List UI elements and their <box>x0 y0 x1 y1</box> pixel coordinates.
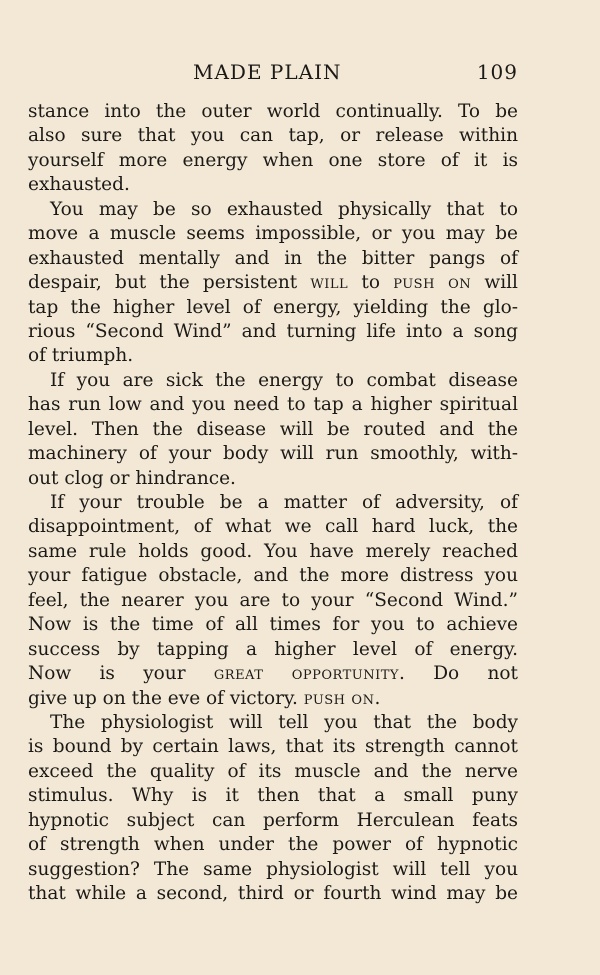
text-line: The physiologist will tell you that the body <box>50 711 518 733</box>
text-line: exhausted mentally and in the bitter pangs of <box>28 247 518 269</box>
text-line: exceed the quality of its muscle and the nerve <box>28 760 518 782</box>
body-text <box>28 100 518 906</box>
text-line: same rule holds good. You have merely reached <box>28 540 518 562</box>
text-line: If you are sick the energy to combat disease <box>50 369 518 391</box>
text-line: has run low and you need to tap a higher spiritual <box>28 394 518 416</box>
text-line: If your trouble be a matter of adversity, of <box>50 492 518 513</box>
text-line: tap the higher level of energy, yielding the glo- <box>28 296 518 318</box>
text-line: success by tapping a higher level of energy. <box>28 638 518 660</box>
text-line: that while a second, third or fourth wind may be <box>28 883 518 904</box>
text-line: rious “Second Wind” and turning life into a song <box>28 320 518 342</box>
text-line: suggestion? The same physiologist will tell you <box>28 858 518 880</box>
text-line: exhausted. <box>28 174 130 196</box>
text-line: Now is your great opportunity. Do not <box>28 663 518 685</box>
text-line: feel, the nearer you are to your “Second Wind.” <box>28 589 518 611</box>
text-line: stance into the outer world continually. To be <box>28 101 518 122</box>
text-line: disappointment, of what we call hard luck, the <box>28 516 518 538</box>
running-title: MADE PLAIN <box>193 60 342 84</box>
text-line: give up on the eve of victory. push on. <box>28 687 381 709</box>
text-line: hypnotic subject can perform Herculean feats <box>28 809 518 831</box>
text-line: move a muscle seems impossible, or you may be <box>28 223 518 245</box>
text-line: your fatigue obstacle, and the more distress you <box>28 565 518 587</box>
text-line: Now is the time of all times for you to achieve <box>28 614 518 636</box>
text-line: of strength when under the power of hypnotic <box>28 834 518 856</box>
text-line: yourself more energy when one store of it is <box>28 149 518 171</box>
text-line: You may be so exhausted physically that to <box>50 198 518 220</box>
text-line: out clog or hindrance. <box>28 467 236 489</box>
text-line: also sure that you can tap, or release within <box>28 125 518 147</box>
page-header <box>28 60 518 88</box>
text-line: of triumph. <box>28 345 134 367</box>
text-line: machinery of your body will run smoothly, with- <box>28 443 518 465</box>
text-line: despair, but the persistent will to push on will <box>28 272 518 294</box>
page-number: 109 <box>476 60 518 84</box>
book-page <box>28 0 518 975</box>
text-line: level. Then the disease will be routed and the <box>28 418 518 440</box>
text-line: stimulus. Why is it then that a small puny <box>28 785 518 807</box>
text-line: is bound by certain laws, that its strength cannot <box>28 736 518 758</box>
